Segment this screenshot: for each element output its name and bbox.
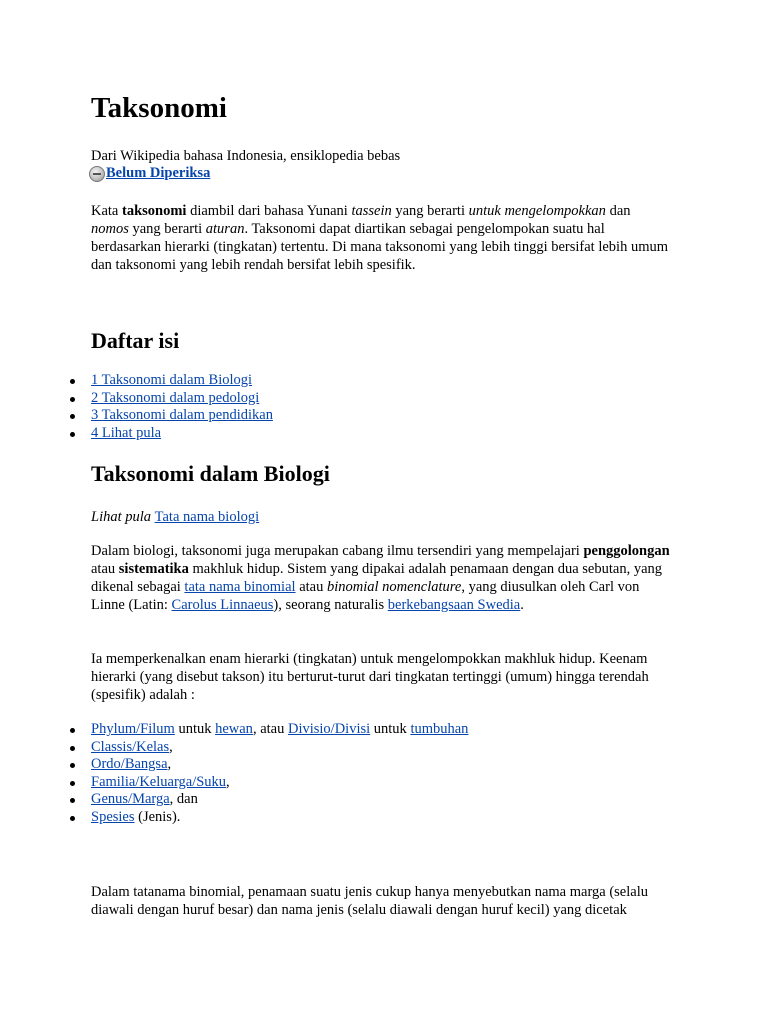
list-item — [46, 721, 468, 739]
toc-link-biologi[interactable]: 1 Taksonomi dalam Biologi — [91, 372, 253, 388]
text-run: , — [169, 738, 173, 755]
intro-paragraph — [91, 202, 671, 274]
link-tumbuhan[interactable]: tumbuhan — [410, 721, 469, 737]
link-ordo[interactable]: Ordo/Bangsa — [91, 756, 168, 773]
text-run: atau — [91, 561, 119, 577]
text-run: yang berarti — [391, 203, 469, 219]
text-run: , dan — [169, 791, 198, 808]
toc-item — [46, 407, 273, 425]
text-run: , atau — [252, 721, 288, 737]
link-hewan[interactable]: hewan — [215, 721, 253, 737]
link-phylum[interactable]: Phylum/Filum — [91, 721, 175, 737]
text-run: Kata — [91, 203, 122, 219]
biologi-paragraph-2: Ia memperkenalkan enam hierarki (tingkatan) untuk mengelompokkan makhluk hidup. Keenam hierarki (yang disebut takson) itu berturut-turut dari tingkatan tertinggi (umum) hingga terendah (spesifik) adalah : — [91, 651, 649, 703]
term-italic: tassein — [351, 203, 392, 219]
see-also-note — [91, 508, 259, 526]
toc-item — [46, 390, 273, 408]
text-run: , — [226, 773, 230, 790]
toc-link-lihat-pula[interactable]: 4 Lihat pula — [91, 424, 162, 441]
term-bold: penggolongan — [583, 543, 670, 559]
review-status-link[interactable]: Belum Diperiksa — [106, 165, 211, 181]
text-run: makhluk hidup. Sistem yang dipakai adalah penamaan dengan dua sebutan, yang dikenal sebagai — [91, 561, 663, 595]
text-run: atau — [295, 579, 327, 595]
page-subtitle: Dari Wikipedia bahasa Indonesia, ensiklopedia bebas — [91, 148, 401, 164]
toc-list — [46, 372, 273, 442]
page-title: Taksonomi — [91, 92, 227, 124]
text-run: . Taksonomi dapat diartikan sebagai pengelompokan suatu hal berdasarkan hierarki (tingkatan) tertentu. Di mana taksonomi yang lebih tinggi bersifat lebih umum dan taksonomi yang lebih rendah bersifat lebih spesifik. — [91, 221, 669, 273]
list-item — [46, 809, 468, 827]
text-run: Dalam biologi, taksonomi juga merupakan cabang ilmu tersendiri yang mempelajari — [91, 543, 584, 559]
toc-item — [46, 425, 273, 443]
toc-link-pedologi[interactable]: 2 Taksonomi dalam pedologi — [91, 389, 260, 406]
toc-link-pendidikan[interactable]: 3 Taksonomi dalam pendidikan — [91, 407, 273, 424]
review-status — [89, 165, 210, 182]
biologi-paragraph-1 — [91, 542, 671, 614]
term-bold: taksonomi — [122, 203, 187, 219]
text-run: ), seorang naturalis — [273, 597, 388, 613]
toc-heading: Daftar isi — [91, 328, 180, 353]
link-classis[interactable]: Classis/Kelas — [91, 738, 170, 755]
text-run: untuk — [174, 721, 216, 737]
text-run: diambil dari bahasa Yunani — [186, 203, 352, 219]
link-genus[interactable]: Genus/Marga — [91, 791, 170, 808]
link-familia[interactable]: Familia/Keluarga/Suku — [91, 773, 227, 790]
term-italic: untuk mengelompokkan — [468, 203, 606, 219]
text-run: yang berarti — [128, 221, 206, 237]
list-item — [46, 739, 468, 757]
text-run: (Jenis). — [134, 808, 181, 825]
text-run: . — [520, 597, 524, 613]
term-italic: nomos — [91, 221, 129, 237]
see-also-prefix: Lihat pula — [91, 509, 155, 525]
section-heading-biologi: Taksonomi dalam Biologi — [91, 461, 330, 486]
term-italic: binomial nomenclature — [326, 579, 462, 595]
link-carolus-linnaeus[interactable]: Carolus Linnaeus — [171, 597, 274, 613]
see-also-link[interactable]: Tata nama biologi — [154, 509, 260, 525]
text-run: , — [167, 756, 172, 773]
term-bold: sistematika — [118, 561, 189, 577]
text-run: , yang diusulkan oleh Carl von Linne (Latin: — [91, 579, 640, 613]
list-item — [46, 791, 468, 809]
text-run: dan — [605, 203, 631, 219]
biologi-paragraph-3: Dalam tatanama binomial, penamaan suatu jenis cukup hanya menyebutkan nama marga (selalu diawali dengan huruf besar) dan nama jenis (selalu diawali dengan huruf kecil) yang dicetak — [91, 884, 648, 918]
link-berkebangsaan-swedia[interactable]: berkebangsaan Swedia — [387, 597, 521, 613]
link-tata-nama-binomial[interactable]: tata nama binomial — [184, 579, 296, 595]
list-item — [46, 756, 468, 774]
list-item — [46, 774, 468, 792]
text-run: untuk — [370, 721, 411, 737]
unreviewed-status-icon — [89, 166, 105, 182]
link-divisio[interactable]: Divisio/Divisi — [287, 721, 371, 737]
taxon-ranks-list — [46, 721, 468, 827]
link-spesies[interactable]: Spesies — [91, 808, 135, 825]
term-italic: aturan — [205, 221, 245, 237]
toc-item — [46, 372, 273, 390]
